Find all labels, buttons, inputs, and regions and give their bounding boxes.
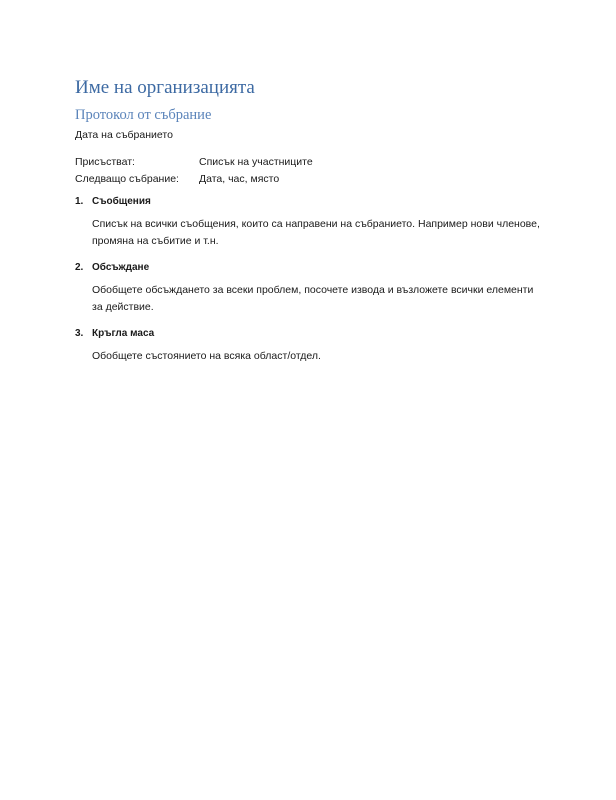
agenda-item-heading [75,326,545,340]
agenda-item-heading [75,194,545,208]
agenda-item-number: 2. [75,261,84,273]
agenda-item-number: 3. [75,327,84,339]
next-meeting-row [75,170,313,187]
meeting-minutes-title: Протокол от събрание [75,107,212,123]
agenda-item-discussion [75,260,545,316]
next-meeting-value: Дата, час, място [199,172,280,185]
agenda-item-roundtable [75,326,545,365]
agenda-item-body: Обобщете обсъждането за всеки проблем, посочете извода и възложете всички елементи за действие. [92,284,534,313]
agenda-item-number: 1. [75,195,84,207]
agenda-item-title: Кръгла маса [92,327,155,339]
agenda-item-heading [75,260,545,274]
next-meeting-label: Следващо събрание: [75,172,179,185]
attendees-value: Списък на участниците [199,155,313,168]
meeting-info-table [75,153,313,187]
agenda-list [75,194,545,365]
agenda-item-announcements [75,194,545,250]
attendees-row [75,153,313,170]
agenda-item-title: Обсъждане [92,261,150,273]
agenda-item-body: Списък на всички съобщения, които са направени на събранието. Например нови членове, промяна на събитие и т.н. [92,218,540,247]
attendees-label: Присъстват: [75,155,135,168]
agenda-item-body: Обобщете състоянието на всяка област/отдел. [92,350,321,362]
meeting-date: Дата на събранието [75,129,173,141]
organization-name-heading: Име на организацията [75,77,255,98]
agenda-item-title: Съобщения [92,195,151,207]
